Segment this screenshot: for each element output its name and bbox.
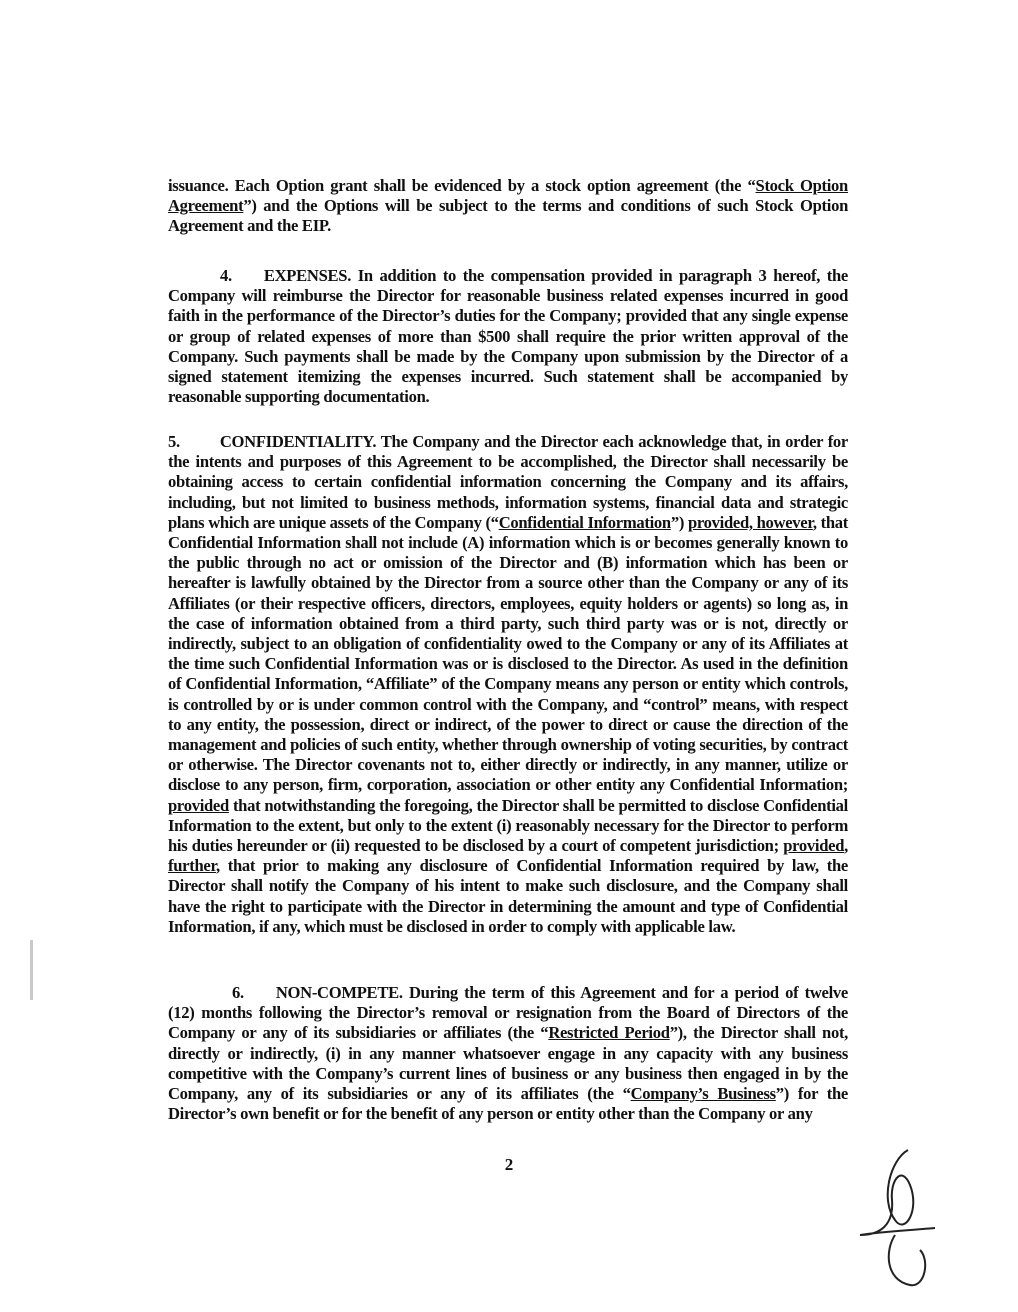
stock-option-agreement-term: Stock Option Agreement bbox=[168, 176, 848, 216]
section-6-text-3: ”) for the Director’s own benefit or for the benefit of any person or entity other than the Company or any bbox=[168, 1084, 848, 1124]
section-4-expenses bbox=[168, 266, 848, 407]
provided-term-1: provided bbox=[168, 795, 229, 815]
companys-business-term: Company’s Business bbox=[630, 1084, 776, 1104]
page-number: 2 bbox=[504, 1155, 514, 1174]
section-5-text-6: that notwithstanding the foregoing, the Director shall be permitted to disclose Confidential Information to the extent, but only to the extent (i) reasonably necessary for the Director to perform his duties hereunder or (ii) requested to be disclosed by a court of competent jurisdiction; bbox=[168, 795, 848, 856]
provided-term-2: provided bbox=[783, 836, 845, 856]
section-5-text-3: , that Confidential Information shall not include (A) information which is or becomes generally known to the public through no act or omission of the Director and (B) information which has been or hereafter is lawfully obtained by the Director from a source other than the Company or any of its Affiliates (or their respective officers, directors, employees, equity holders or agents) so long as, in the case of information obtained from a third party, such third party was or is not, directly or indirectly, subject to an obligation of confidentiality owed to the Company or any of its Affiliates at the time such Confidential Information was or is disclosed to the Director. As used in the definition of Confidential Information, “ bbox=[168, 512, 848, 694]
intro-text-1: issuance. Each Option grant shall be evidenced by a stock option agreement (the “ bbox=[168, 176, 756, 195]
section-4-number: 4. bbox=[220, 266, 232, 285]
section-5-text-5: ” means, with respect to any entity, the possession, direct or indirect, of the power to direct or cause the direction of the management and policies of such entity, whether through ownership of voting securities, by contract or otherwise. The Director covenants not to, either directly or indirectly, in any manner, utilize or disclose to any person, firm, corporation, association or other entity any Confidential Information; bbox=[168, 694, 849, 795]
further-term: further bbox=[168, 856, 216, 876]
section-6-non-compete bbox=[168, 983, 848, 1124]
section-6-text-2: ”), the Director shall not, directly or indirectly, (i) in any manner whatsoever engage in any capacity with any business competitive with the Company’s current lines of business or any business then engaged in by the Company, any of its subsidiaries or any of its affiliates (the “ bbox=[168, 1023, 849, 1104]
section-5-confidentiality bbox=[168, 432, 848, 937]
section-5-text-4: ” of the Company means any person or entity which controls, is controlled by or is under common control with the Company, and “ bbox=[168, 674, 848, 714]
section-6-heading: NON-COMPETE. bbox=[275, 983, 403, 1002]
section-5-text-1: The Company and the Director each acknowledge that, in order for the intents and purposes of this Agreement to be accomplished, the Director shall necessarily be obtaining access to certain confidential information concerning the Company and its affairs, including, but not limited to business methods, information systems, financial data and strategic plans which are unique assets of the Company (“ bbox=[168, 432, 848, 532]
restricted-period-term: Restricted Period bbox=[548, 1023, 670, 1043]
provided-however-term: provided, however bbox=[687, 512, 813, 532]
scan-artifact bbox=[30, 940, 33, 1000]
section-5-heading: CONFIDENTIALITY. bbox=[219, 432, 377, 451]
section-5-text-7: , bbox=[844, 836, 848, 856]
signature-initials-icon bbox=[850, 1140, 940, 1290]
section-5-number: 5. bbox=[168, 432, 180, 451]
section-6-text-1: During the term of this Agreement and for a period of twelve (12) months following the Director’s removal or resignation from the Board of Directors of the Company or any of its subsidiaries or affiliates (the “ bbox=[168, 983, 848, 1043]
control-term: control bbox=[651, 694, 700, 714]
confidential-information-term: Confidential Information bbox=[498, 512, 671, 532]
intro-text-2: ”) and the Options will be subject to the terms and conditions of such Stock Option Agreement and the EIP. bbox=[168, 196, 848, 236]
section-4-body: In addition to the compensation provided in paragraph 3 hereof, the Company will reimburse the Director for reasonable business related expenses incurred in good faith in the performance of the Director’s duties for the Company; provided that any single expense or group of related expenses of more than $500 shall require the prior written approval of the Company. Such payments shall be made by the Company upon submission by the Director of a signed statement itemizing the expenses incurred. Such statement shall be accompanied by reasonable supporting documentation. bbox=[168, 266, 848, 407]
affiliate-term: Affiliate bbox=[373, 674, 430, 694]
section-6-number: 6. bbox=[232, 983, 244, 1002]
section-4-heading: EXPENSES. bbox=[263, 266, 352, 285]
section-5-text-2: ”) bbox=[670, 512, 688, 532]
intro-paragraph bbox=[168, 176, 848, 237]
section-5-text-8: , that prior to making any disclosure of Confidential Information required by law, the Director shall notify the Company of his intent to make such disclosure, and the Company shall have the right to participate with the Director in determining the amount and type of Confidential Information, if any, which must be disclosed in order to comply with applicable law. bbox=[168, 856, 848, 936]
